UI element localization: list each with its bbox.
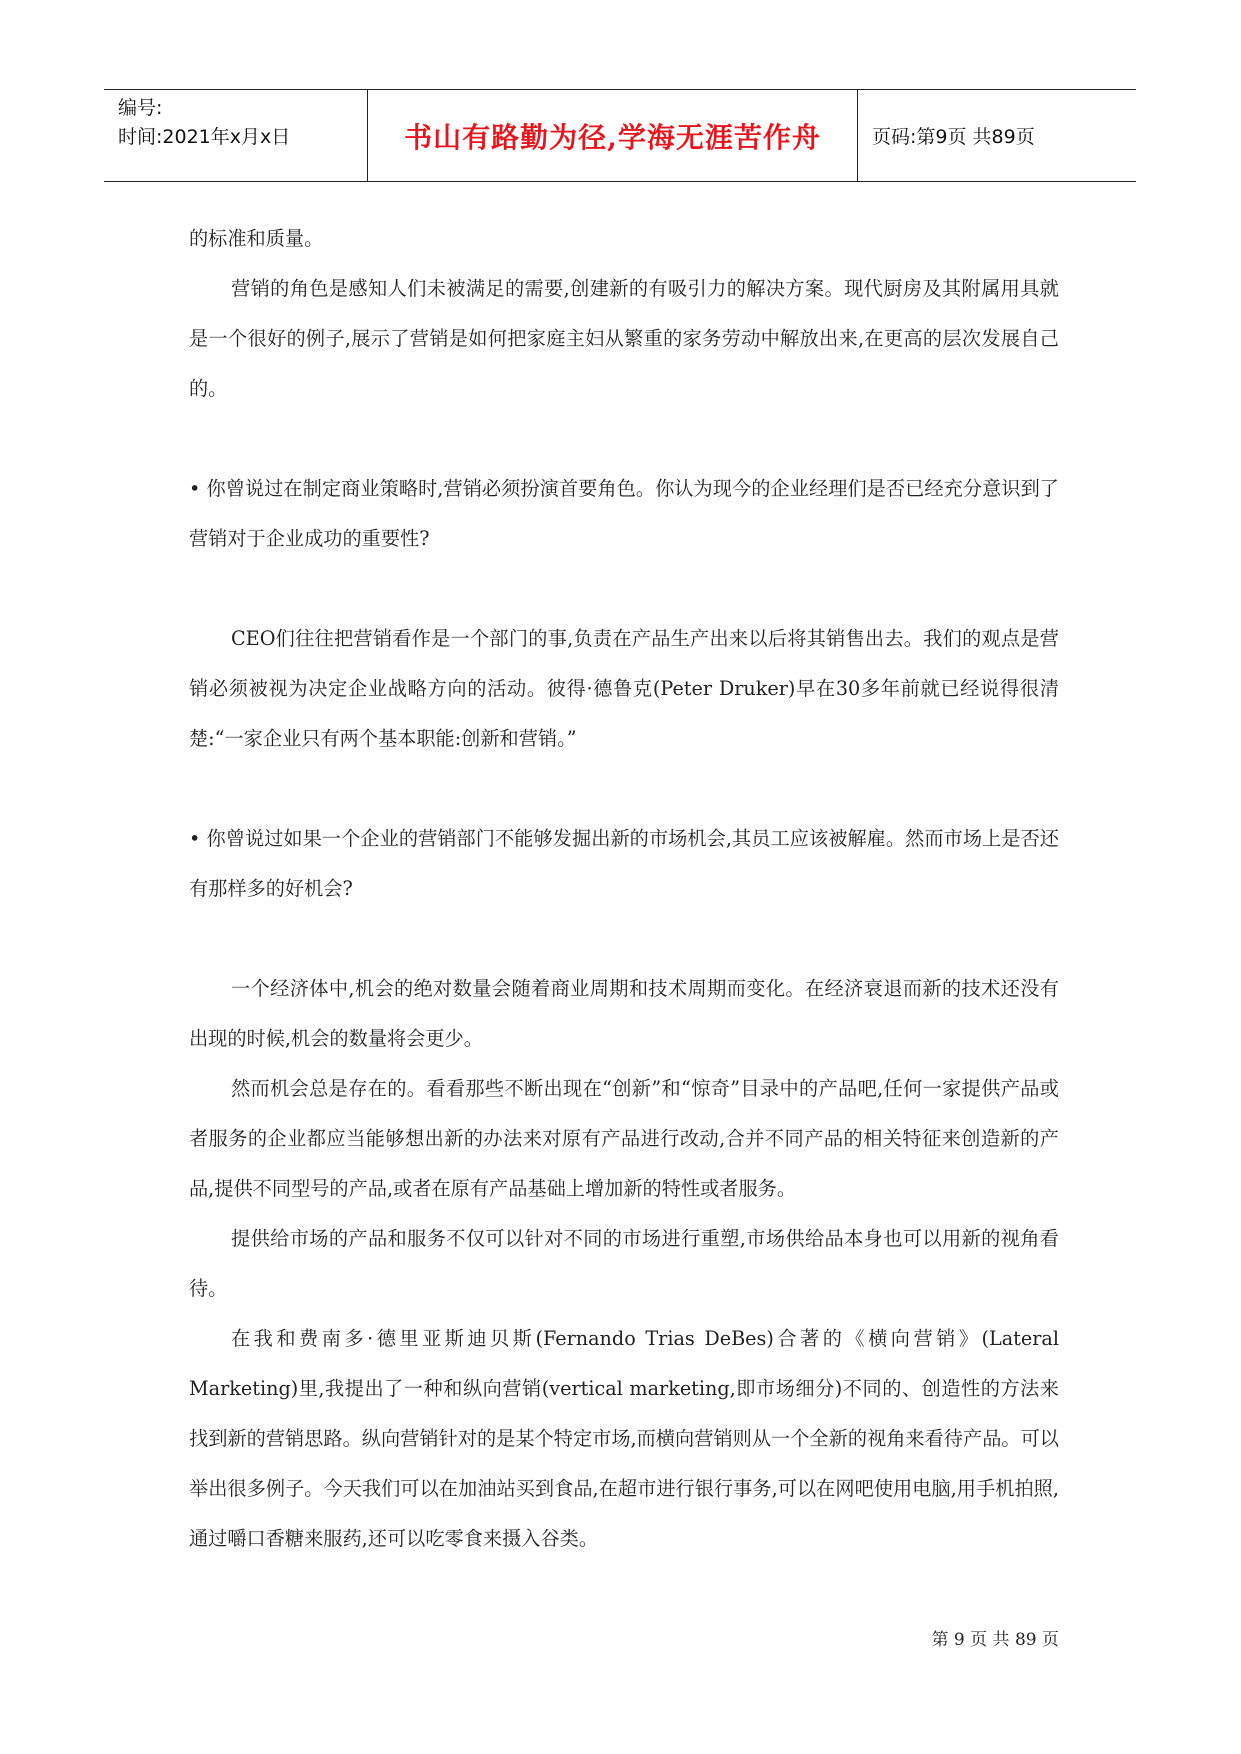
paragraph: 一个经济体中,机会的绝对数量会随着商业周期和技术周期而变化。在经济衰退而新的技术还没有出现的时候,机会的数量将会更少。 xyxy=(189,977,1059,1050)
document-time-label: 时间:2021年x月x日 xyxy=(118,126,291,148)
paragraph: 营销的角色是感知人们未被满足的需要,创建新的有吸引力的解决方案。现代厨房及其附属用具就是一个很好的例子,展示了营销是如何把家庭主妇从繁重的家务劳动中解放出来,在更高的层次发展自己的。 xyxy=(189,277,1059,400)
header-motto: 书山有路勤为径,学海无涯苦作舟 xyxy=(404,120,821,154)
page-header xyxy=(104,89,1136,182)
page-footer: 第 9 页 共 89 页 xyxy=(931,1630,1059,1650)
question-paragraph: • 你曾说过如果一个企业的营销部门不能够发掘出新的市场机会,其员工应该被解雇。然而市场上是否还有那样多的好机会? xyxy=(189,827,1059,900)
paragraph: 在我和费南多·德里亚斯迪贝斯(Fernando Trias DeBes)合著的《横向营销》(Lateral Marketing)里,我提出了一种和纵向营销(vertical marketing,即市场细分)不同的、创造性的方法来找到新的营销思路。纵向营销针对的是某个特定市场,而横向营销则从一个全新的视角来看待产品。可以举出很多例子。今天我们可以在加油站买到食品,在超市进行银行事务,可以在网吧使用电脑,用手机拍照,通过嚼口香糖来服药,还可以吃零食来摄入谷类。 xyxy=(189,1327,1059,1550)
paragraph-spacer xyxy=(189,914,1059,964)
paragraph-spacer xyxy=(189,414,1059,464)
paragraph: 提供给市场的产品和服务不仅可以针对不同的市场进行重塑,市场供给品本身也可以用新的视角看待。 xyxy=(189,1227,1059,1300)
header-divider xyxy=(857,90,858,181)
paragraph: 的标准和质量。 xyxy=(189,227,324,250)
paragraph-spacer xyxy=(189,764,1059,814)
paragraph-spacer xyxy=(189,564,1059,614)
paragraph: 然而机会总是存在的。看看那些不断出现在“创新”和“惊奇”目录中的产品吧,任何一家提供产品或者服务的企业都应当能够想出新的办法来对原有产品进行改动,合并不同产品的相关特征来创造新的产品,提供不同型号的产品,或者在原有产品基础上增加新的特性或者服务。 xyxy=(189,1077,1059,1200)
header-page-number: 页码:第9页 共89页 xyxy=(872,126,1035,148)
document-body xyxy=(189,214,1059,1564)
header-meta xyxy=(118,94,290,152)
question-paragraph: • 你曾说过在制定商业策略时,营销必须扮演首要角色。你认为现今的企业经理们是否已经充分意识到了营销对于企业成功的重要性? xyxy=(189,477,1059,550)
paragraph: CEO们往往把营销看作是一个部门的事,负责在产品生产出来以后将其销售出去。我们的观点是营销必须被视为决定企业战略方向的活动。彼得·德鲁克(Peter Druker)早在30多年前就已经说得很清楚:“一家企业只有两个基本职能:创新和营销。” xyxy=(189,627,1059,750)
document-number-label: 编号: xyxy=(118,97,163,119)
